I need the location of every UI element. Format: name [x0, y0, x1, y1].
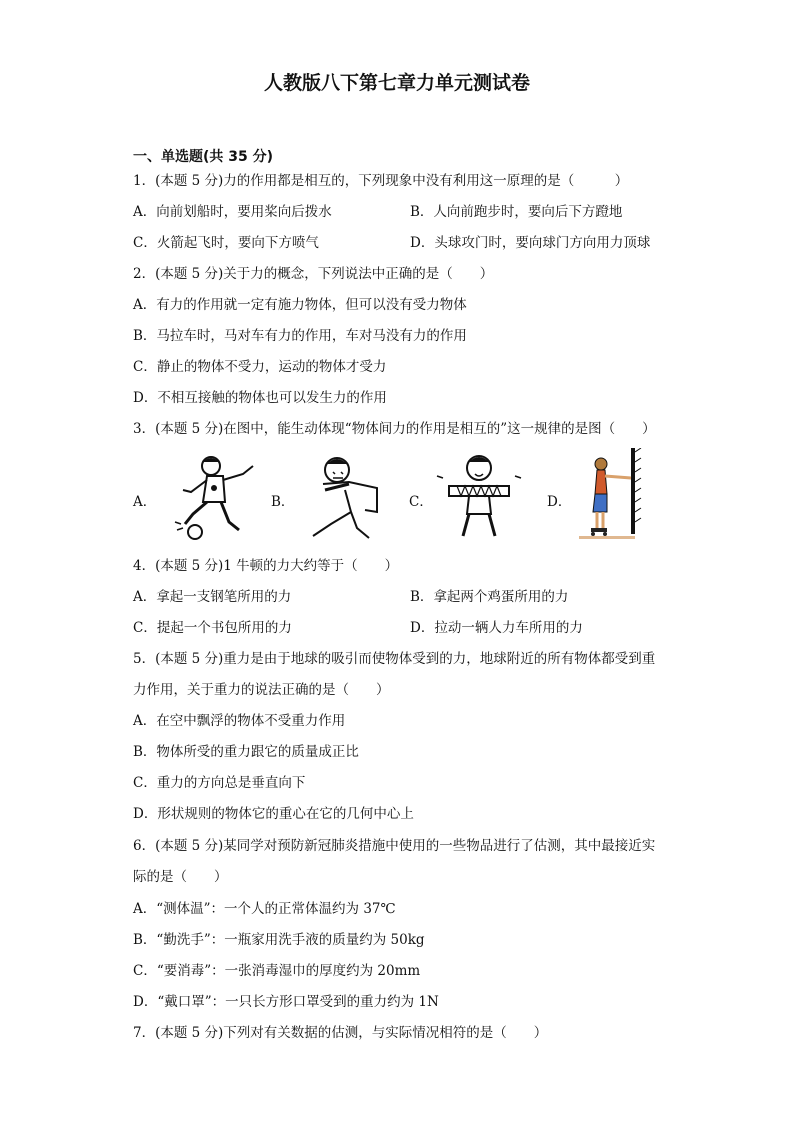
question-1-option-d: D．头球攻门时，要向球门方向用力顶球	[410, 235, 651, 251]
question-2-option-b: B．马拉车时，马对车有力的作用，车对马没有力的作用	[133, 328, 467, 344]
question-1-stem: 1．(本题 5 分)力的作用都是相互的，下列现象中没有利用这一原理的是（ ）	[133, 173, 629, 189]
figure-d-label: D．	[547, 494, 572, 510]
question-4-option-d: D．拉动一辆人力车所用的力	[410, 620, 583, 636]
question-5-option-a: A．在空中飘浮的物体不受重力作用	[133, 713, 346, 729]
question-4-option-b: B．拿起两个鸡蛋所用的力	[410, 589, 569, 605]
question-2-option-d: D．不相互接触的物体也可以发生力的作用	[133, 390, 387, 406]
question-5-stem-line-1: 5．(本题 5 分)重力是由于地球的吸引而使物体受到的力，地球附近的所有物体都受到重	[133, 651, 656, 667]
figure-c-stretching-spring	[435, 452, 525, 542]
question-6-option-d: D．“戴口罩”：一只长方形口罩受到的重力约为 1N	[133, 994, 439, 1010]
question-5-option-c: C．重力的方向总是垂直向下	[133, 775, 306, 791]
figure-b-label: B．	[271, 494, 295, 510]
question-6-option-a: A．“测体温”：一个人的正常体温约为 37℃	[133, 901, 396, 917]
question-5-stem-line-2: 力作用，关于重力的说法正确的是（ ）	[133, 682, 390, 698]
question-4-option-c: C．提起一个书包所用的力	[133, 620, 292, 636]
question-4-option-a: A．拿起一支钢笔所用的力	[133, 589, 292, 605]
section-heading: 一、单选题(共 35 分)	[133, 149, 274, 165]
question-1-option-b: B．人向前跑步时，要向后下方蹬地	[410, 204, 623, 220]
question-2-stem: 2．(本题 5 分)关于力的概念，下列说法中正确的是（ ）	[133, 266, 494, 282]
question-4-stem: 4．(本题 5 分)1 牛顿的力大约等于（ ）	[133, 558, 399, 574]
question-5-option-b: B．物体所受的重力跟它的质量成正比	[133, 744, 359, 760]
question-1-option-a: A．向前划船时，要用桨向后拨水	[133, 204, 332, 220]
question-7-stem: 7．(本题 5 分)下列对有关数据的估测，与实际情况相符的是（ ）	[133, 1025, 548, 1041]
question-3-stem: 3．(本题 5 分)在图中，能生动体现“物体间力的作用是相互的”这一规律的是图（ ）	[133, 421, 656, 437]
question-2-option-c: C．静止的物体不受力，运动的物体才受力	[133, 359, 387, 375]
figure-a-label: A．	[133, 494, 157, 510]
question-2-option-a: A．有力的作用就一定有施力物体，但可以没有受力物体	[133, 297, 467, 313]
figure-d-skater-pushing-wall	[579, 448, 649, 544]
figure-a-kicking-ball	[173, 452, 263, 542]
figure-b-man-pulling	[305, 454, 391, 542]
figure-c-label: C．	[409, 494, 433, 510]
question-6-option-c: C．“要消毒”：一张消毒湿巾的厚度约为 20mm	[133, 963, 421, 979]
question-3-figures	[133, 452, 673, 544]
question-6-option-b: B．“勤洗手”：一瓶家用洗手液的质量约为 50kg	[133, 932, 425, 948]
question-6-stem-line-1: 6．(本题 5 分)某同学对预防新冠肺炎措施中使用的一些物品进行了估测，其中最接近实	[133, 838, 656, 854]
page-title: 人教版八下第七章力单元测试卷	[263, 72, 530, 94]
question-1-option-c: C．火箭起飞时，要向下方喷气	[133, 235, 319, 251]
question-6-stem-line-2: 际的是（ ）	[133, 869, 228, 885]
question-5-option-d: D．形状规则的物体它的重心在它的几何中心上	[133, 806, 414, 822]
